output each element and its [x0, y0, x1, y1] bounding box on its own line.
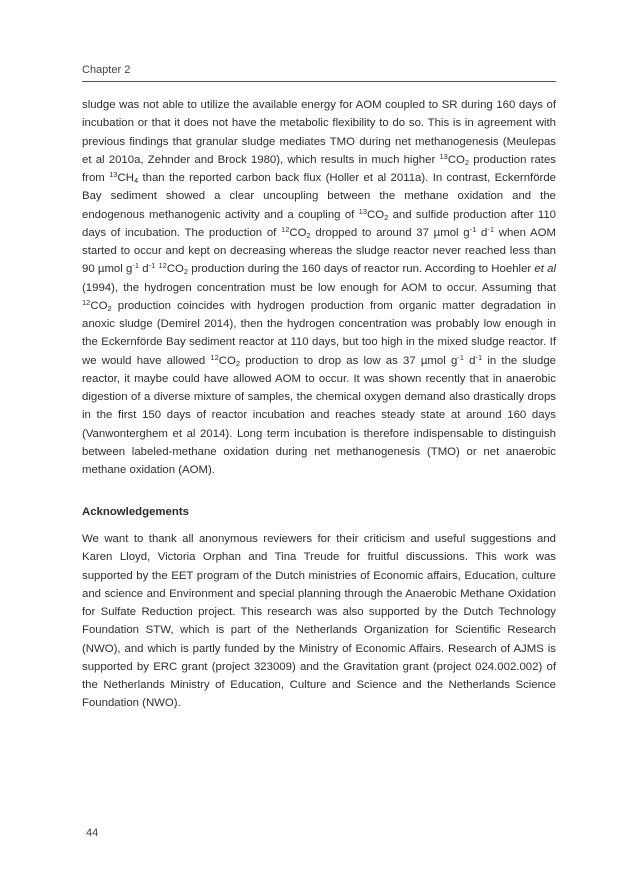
superscript: 12 — [210, 352, 219, 362]
superscript: -1 — [487, 224, 495, 234]
subscript: 2 — [107, 303, 112, 313]
text-run: CO — [289, 226, 307, 239]
subscript: 2 — [306, 230, 311, 240]
superscript: 13 — [109, 170, 118, 179]
acknowledgements-heading: Acknowledgements — [82, 506, 189, 518]
text-run: (1994), the hydrogen concentration must be low enough for AOM to occur. Assuming that — [82, 281, 556, 294]
text-run: d — [139, 263, 149, 276]
header-rule — [82, 81, 556, 82]
text-run: when AOM started to occur and kept on decreasing whereas the sludge reactor never reached less than 90 µmol g — [82, 226, 556, 276]
subscript: 2 — [235, 358, 241, 368]
text-run: d — [463, 354, 476, 367]
text-run: and sulfide production after 110 days of incubation. The production of — [82, 208, 556, 239]
subscript: 2 — [183, 267, 189, 277]
subscript: 2 — [464, 157, 470, 167]
subscript: 4 — [133, 176, 139, 185]
text-run: CO — [367, 208, 385, 221]
text-run: production to drop as low as 37 µmol g — [240, 354, 458, 367]
page-number: 44 — [86, 827, 99, 839]
text-run: production coincides with hydrogen production from organic matter degradation in anoxic sludge (Demirel 2014), then the hydrogen concentration was probably low enough in the Eckernförde Bay sediment reactor at 110 days, but too high in the mixed sludge reactor. If we would have allowed — [82, 299, 556, 367]
superscript: -1 — [457, 352, 464, 362]
text-run: CH — [117, 172, 134, 184]
text-run: CO — [166, 263, 184, 276]
chapter-header: Chapter 2 — [82, 64, 131, 76]
text-run: dropped to around 37 µmol g — [310, 226, 470, 239]
superscript: -1 — [469, 224, 477, 234]
subscript: 2 — [384, 212, 389, 222]
superscript: 12 — [281, 224, 290, 234]
superscript: 12 — [82, 297, 91, 307]
body-paragraph — [82, 96, 556, 479]
text-run: production rates from — [82, 153, 556, 184]
superscript: 13 — [439, 151, 448, 161]
text-run: d — [476, 226, 488, 239]
text-run: CO — [447, 153, 465, 166]
italic-text: et al — [534, 263, 557, 276]
superscript: 12 — [158, 261, 167, 271]
text-run: CO — [218, 354, 236, 367]
superscript: -1 — [132, 261, 140, 271]
text-run: production during the 160 days of reactor run. According to Hoehler — [188, 263, 535, 276]
superscript: -1 — [148, 261, 156, 271]
text-run: than the reported carbon back flux (Holler et al 2011a). In contrast, Eckernförde Bay sediment showed a clear uncoupling between the methane oxidation and the endogenous methanogenic activity and a coupling of — [82, 172, 556, 221]
acknowledgements-paragraph: We want to thank all anonymous reviewers for their criticism and useful suggestions and Karen Lloyd, Victoria Orphan and Tina Treude for fruitful discussions. This work was supported by the EET program of the Dutch ministries of Economic affairs, Education, culture and science and Environment and special planning through the Anaerobic Methane Oxidation for Sulfate Reduction project. This research was also supported by the Dutch Technology Foundation STW, which is part of the Netherlands Organization for Scientific Research (NWO), and which is partly funded by the Ministry of Economic Affairs. Research of AJMS is supported by ERC grant (project 323009) and the Gravitation grant (project 024.002.002) of the Netherlands Ministry of Education, Culture and Science and the Netherlands Science Foundation (NWO). — [82, 533, 556, 710]
text-run: CO — [90, 299, 108, 312]
text-run: in the sludge reactor, it maybe could have allowed AOM to occur. It was shown recently that in anaerobic digestion of a diverse mixture of samples, the chemical oxygen demand also drastically drops in the first 150 days of reactor incubation and reaches steady state at around 160 days (Vanwonterghem et al 2014). Long term incubation is therefore indispensable to distinguish between labeled-methane oxidation during net methanogenesis (TMO) or net anaerobic methane oxidation (AOM). — [82, 354, 556, 476]
text-run: sludge was not able to utilize the available energy for AOM coupled to SR during 160 days of incubation or that it does not have the metabolic flexibility to do so. This is in agreement with previous findings that granular sludge mediates TMO during net methanogenesis (Meulepas et al 2010a, Zehnder and Brock 1980), which results in much higher — [82, 99, 556, 166]
superscript: -1 — [475, 352, 483, 362]
superscript: 13 — [358, 206, 367, 216]
